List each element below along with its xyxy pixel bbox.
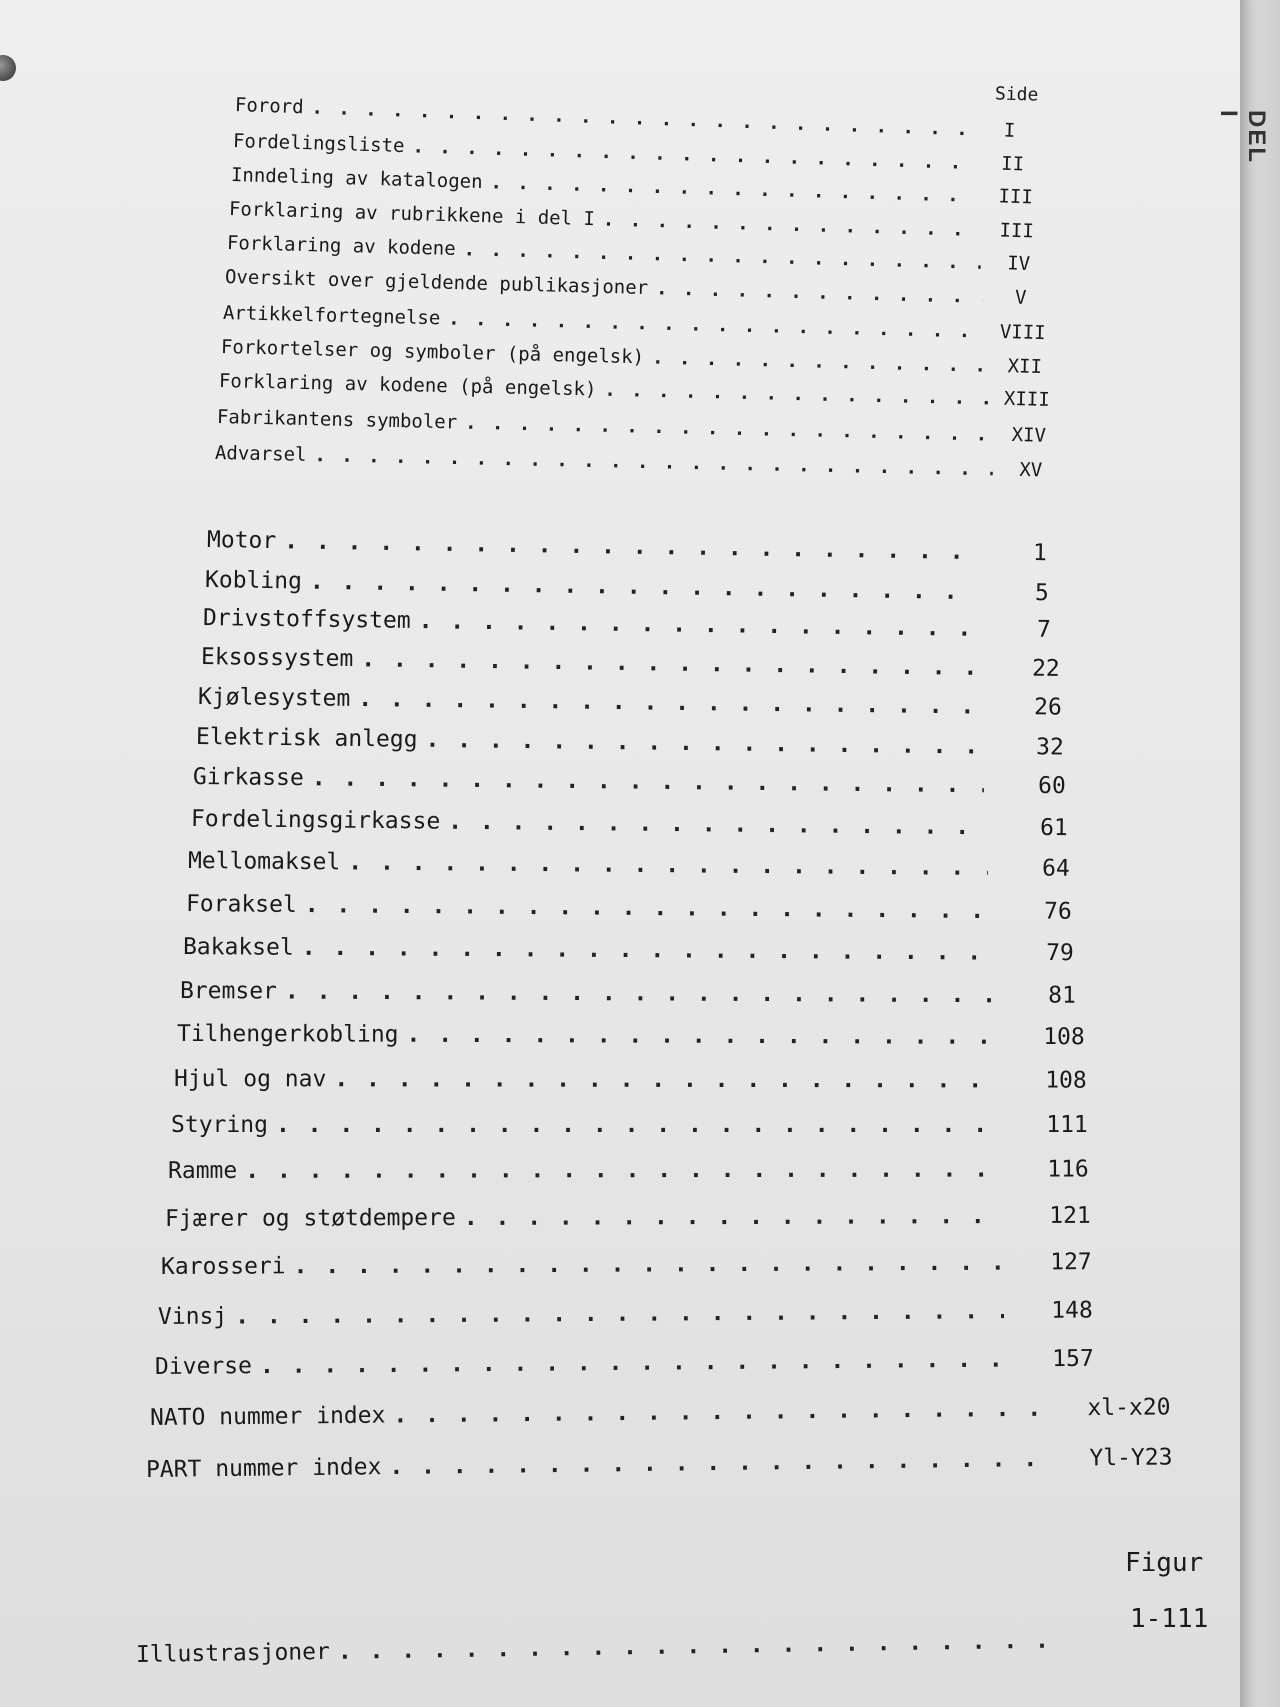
leader-dots	[603, 208, 979, 240]
leader-dots	[463, 238, 981, 274]
toc-page-number: 1	[1032, 539, 1048, 567]
toc-entry-label: Eksossystem	[200, 644, 354, 673]
toc-row	[188, 848, 1116, 882]
leader-dots	[314, 444, 993, 480]
leader-dots	[604, 379, 989, 410]
toc-page-number: 108	[1045, 1067, 1087, 1094]
toc-page-number: 127	[1050, 1249, 1092, 1276]
toc-page-number: 26	[1033, 694, 1062, 721]
toc-entry-label: Advarsel	[214, 442, 307, 466]
leader-dots	[448, 308, 985, 343]
toc-entry-label: Fordelingsliste	[232, 130, 405, 158]
toc-row	[196, 724, 1110, 761]
toc-row	[219, 370, 1057, 411]
toc-page-number: III	[998, 185, 1034, 209]
toc-entry-label: Forkortelser og symboler (på engelsk)	[220, 336, 645, 369]
toc-page-number: 60	[1037, 772, 1066, 800]
leader-dots	[490, 171, 978, 207]
toc-entry-label: Forklaring av rubrikkene i del I	[228, 198, 596, 231]
toc-page-number: I	[1003, 119, 1016, 142]
toc-entry-label: Forord	[234, 94, 304, 119]
toc-row	[158, 1297, 1132, 1330]
leader-dots	[284, 528, 972, 565]
toc-page-number: 79	[1046, 940, 1074, 967]
toc-entry-label: Hjul og nav	[173, 1066, 327, 1093]
leader-dots	[260, 1347, 1005, 1380]
toc-entry-label: Bremser	[179, 978, 278, 1005]
toc-page-number: XV	[1019, 458, 1043, 482]
toc-row	[180, 978, 1122, 1009]
toc-entry-label: Mellomaksel	[187, 848, 341, 876]
toc-entry-label: Girkasse	[192, 764, 304, 792]
leader-dots	[448, 809, 986, 841]
toc-row	[191, 806, 1114, 842]
leader-dots	[294, 1250, 1004, 1280]
toc-row	[186, 891, 1118, 925]
leader-dots	[245, 1157, 1000, 1184]
leader-dots	[389, 1446, 1048, 1480]
toc-row	[183, 934, 1120, 967]
toc-entry-label: Foraksel	[185, 891, 297, 918]
side-column-heading: Side	[994, 83, 1039, 106]
leader-dots	[465, 412, 991, 446]
toc-page-number: 111	[1046, 1112, 1088, 1138]
toc-row	[201, 644, 1106, 683]
toc-entry-label: Fjærer og støtdempere	[164, 1204, 456, 1232]
toc-page-number: VIII	[999, 320, 1046, 345]
toc-page-number: 76	[1043, 898, 1072, 925]
toc-page-number: 32	[1035, 734, 1064, 761]
toc-page-number: V	[1014, 286, 1027, 309]
toc-row	[165, 1203, 1130, 1232]
toc-entry-label: Motor	[206, 527, 277, 555]
leader-dots	[338, 1628, 1056, 1665]
toc-entry-label: Inndeling av katalogen	[230, 164, 483, 194]
leader-dots	[311, 97, 972, 141]
toc-page-number: 22	[1031, 655, 1060, 682]
toc-page-number: III	[999, 219, 1035, 243]
toc-row	[155, 1345, 1133, 1380]
leader-dots	[652, 347, 987, 377]
figure-column-heading: Figur	[1125, 1548, 1204, 1578]
toc-row	[146, 1444, 1206, 1483]
toc-row	[217, 406, 1059, 447]
leader-dots	[312, 765, 984, 798]
toc-entry-label: Illustrasjoner	[135, 1638, 331, 1668]
toc-entry-label: PART nummer index	[145, 1454, 382, 1483]
leader-dots	[334, 1066, 998, 1093]
toc-entry-label: Tilhengerkobling	[176, 1021, 399, 1048]
toc-entry-label: Bakaksel	[182, 934, 294, 961]
toc-page-number: XIII	[1003, 387, 1050, 411]
toc-row	[193, 764, 1112, 800]
toc-row	[203, 605, 1104, 644]
toc-row	[136, 1627, 1064, 1668]
toc-row	[207, 527, 1100, 567]
toc-page-number: 7	[1036, 616, 1052, 643]
leader-dots	[310, 569, 974, 605]
toc-entry-label: Oversikt over gjeldende publikasjoner	[224, 266, 649, 300]
toc-page-number: 64	[1041, 855, 1070, 882]
toc-row	[174, 1066, 1126, 1094]
toc-entry-label: Kjølesystem	[197, 684, 351, 712]
toc-row	[215, 442, 1061, 482]
toc-page-number: 121	[1049, 1202, 1091, 1229]
toc-page-number: 157	[1052, 1345, 1094, 1373]
leader-dots	[412, 135, 975, 174]
leader-dots	[464, 1203, 1002, 1231]
leader-dots	[407, 1022, 997, 1050]
toc-row	[177, 1021, 1124, 1050]
leader-dots	[285, 979, 994, 1009]
toc-entry-label: NATO nummer index	[149, 1402, 386, 1431]
toc-page-number: XII	[1007, 355, 1043, 379]
toc-entry-label: Elektrisk anlegg	[195, 724, 418, 753]
toc-page-number: xl-x20	[1087, 1394, 1171, 1422]
leader-dots	[305, 892, 990, 924]
toc-entry-label: Artikkelfortegnelse	[222, 302, 441, 330]
toc-entry-label: Forklaring av kodene (på engelsk)	[218, 370, 597, 401]
toc-entry-label: Forklaring av kodene	[226, 232, 456, 260]
toc-entry-label: Fabrikantens symboler	[216, 406, 458, 434]
toc-entry-label: Fordelingsgirkasse	[190, 806, 441, 835]
toc-entry-label: Ramme	[167, 1157, 238, 1184]
toc-row	[171, 1112, 1127, 1138]
toc-page-number: 108	[1043, 1024, 1085, 1051]
toc-entry-label: Kobling	[204, 567, 303, 595]
leader-dots	[302, 935, 992, 966]
toc-page-number: 148	[1051, 1297, 1093, 1324]
toc-entry-label: Diverse	[154, 1353, 253, 1380]
leader-dots	[348, 849, 988, 881]
toc-row	[168, 1156, 1128, 1184]
leader-dots	[425, 727, 982, 760]
toc-page-number: 81	[1048, 982, 1076, 1009]
toc-page-number: Yl-Y23	[1089, 1444, 1173, 1472]
leader-dots	[276, 1112, 999, 1138]
leader-dots	[656, 277, 983, 308]
toc-page-number: XIV	[1011, 424, 1047, 447]
figure-page-range: 1-111	[1130, 1604, 1209, 1634]
toc-row	[150, 1394, 1204, 1431]
toc-page-number: II	[1000, 152, 1025, 176]
leader-dots	[361, 646, 978, 681]
toc-entry-label: Styring	[171, 1112, 268, 1138]
toc-page-number: 61	[1039, 814, 1068, 842]
toc-entry-label: Karosseri	[160, 1253, 286, 1280]
toc-entry-label: Drivstoffsystem	[202, 605, 411, 634]
leader-dots	[358, 686, 980, 720]
toc-page-number: 116	[1047, 1156, 1089, 1183]
leader-dots	[419, 608, 977, 642]
toc-row	[161, 1249, 1131, 1280]
toc-page-number: IV	[1006, 252, 1031, 276]
toc-page-number: 5	[1034, 580, 1050, 607]
toc-row	[223, 302, 1053, 344]
leader-dots	[235, 1298, 1004, 1329]
leader-dots	[393, 1396, 1046, 1429]
toc-row	[198, 684, 1108, 721]
toc-row	[225, 266, 1051, 310]
toc-entry-label: Vinsj	[157, 1303, 228, 1330]
toc-row	[205, 567, 1102, 607]
